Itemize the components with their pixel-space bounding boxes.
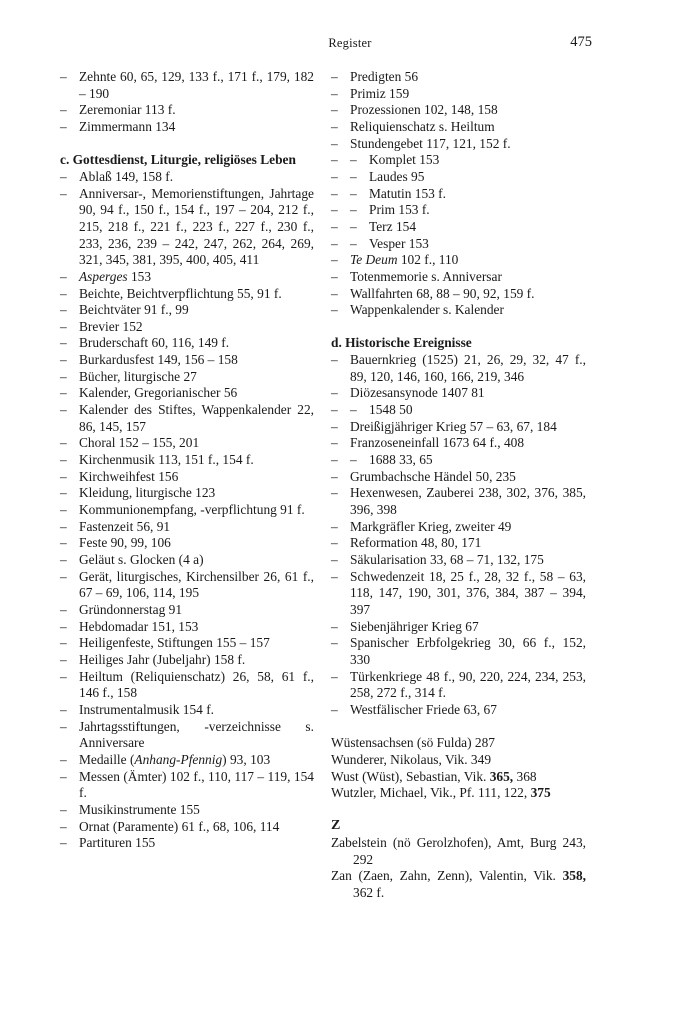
index-list-predigten — [331, 69, 586, 319]
index-entry: – Stundengebet 117, 121, 152 f. — [331, 135, 511, 151]
index-subentry: – – Prim 153 f. — [331, 202, 430, 218]
index-entry: – Medaille (Anhang-Pfennig) 93, 103 — [60, 751, 271, 767]
section-heading-d: d. Historische Ereignisse — [331, 335, 472, 351]
index-entry: – Bruderschaft 60, 116, 149 f. — [60, 335, 230, 351]
index-entry: – Bücher, liturgische 27 — [60, 368, 197, 384]
index-subentry: – – 1688 33, 65 — [331, 452, 433, 468]
index-entry: – Hebdomadar 151, 153 — [60, 618, 199, 634]
section-heading-c: c. Gottesdienst, Liturgie, religiöses Leben — [60, 152, 296, 168]
index-entry: Wüstensachsen (sö Fulda) 287 — [331, 735, 496, 751]
index-entry: – Musikinstrumente 155 — [60, 801, 200, 817]
index-entry: – Beichtväter 91 f., 99 — [60, 302, 189, 318]
index-entry: – Instrumentalmusik 154 f. — [60, 701, 215, 717]
index-entry: – Primiz 159 — [331, 85, 410, 101]
index-entry: – Bauernkrieg (1525) 21, 26, 29, 32, 47 f., 89, 120, 146, 160, 166, 219, 346 — [331, 352, 586, 384]
index-entry: – Anniversar-, Memorienstiftungen, Jahrtage 90, 94 f., 150 f., 154 f., 197 – 204, 212 f., 215, 218 f., 221 f., 223 f., 227 f., 230 f., 233, 236, 239 – 242, 247, 262, 264, 269, 321, 345, 381, 395, 400, 405, 411 — [60, 185, 314, 268]
index-entry: – Asperges 153 — [60, 268, 152, 284]
index-subentry: – – Komplet 153 — [331, 152, 440, 168]
index-list-ereignisse — [331, 352, 586, 718]
index-entry: – Jahrtagsstiftungen, -verzeichnisse s. Anniversare — [60, 718, 314, 751]
index-entry: – Spanischer Erbfolgekrieg 30, 66 f., 152, 330 — [331, 635, 586, 667]
index-entry: – Schwedenzeit 18, 25 f., 28, 32 f., 58 – 63, 118, 147, 190, 301, 376, 384, 387 – 394, 397 — [331, 568, 586, 617]
index-entry: Wutzler, Michael, Vik., Pf. 111, 122, 375 — [331, 785, 551, 801]
index-entry: – Kommunionempfang, -verpflichtung 91 f. — [60, 502, 305, 518]
index-entry: Zabelstein (nö Gerolzhofen), Amt, Burg 243, 292 — [331, 835, 586, 867]
index-entry: – Kalender des Stiftes, Wappenkalender 22, 86, 145, 157 — [60, 402, 314, 434]
index-entry: – Messen (Ämter) 102 f., 110, 117 – 119, 154 f. — [60, 768, 314, 801]
index-entry: – Heiligenfeste, Stiftungen 155 – 157 — [60, 635, 270, 651]
index-entry: – Kleidung, liturgische 123 — [60, 485, 216, 501]
index-entry: – Franzoseneinfall 1673 64 f., 408 — [331, 435, 525, 451]
index-entry: – Te Deum 102 f., 110 — [331, 252, 459, 268]
index-entry: – Heiltum (Reliquienschatz) 26, 58, 61 f., 146 f., 158 — [60, 668, 314, 701]
index-entry: – Diözesansynode 1407 81 — [331, 385, 485, 401]
index-list-zehnte-group — [60, 69, 314, 136]
index-entry: – Kirchweihfest 156 — [60, 468, 179, 484]
left-column — [60, 69, 314, 852]
index-entry: – Türkenkriege 48 f., 90, 220, 224, 234, 253, 258, 272 f., 314 f. — [331, 668, 586, 701]
index-entry: – Hexenwesen, Zauberei 238, 302, 376, 385, 396, 398 — [331, 485, 586, 518]
index-entry: – Heiliges Jahr (Jubeljahr) 158 f. — [60, 651, 246, 667]
page-number: 475 — [570, 34, 592, 50]
index-entry: – Geläut s. Glocken (4 a) — [60, 552, 204, 568]
index-subentry: – – Matutin 153 f. — [331, 185, 446, 201]
index-entry: – Burkardusfest 149, 156 – 158 — [60, 352, 238, 368]
index-entry: – Siebenjähriger Krieg 67 — [331, 618, 479, 634]
index-subentry: – – Terz 154 — [331, 218, 417, 234]
index-entry: – Brevier 152 — [60, 318, 143, 334]
index-entry: – Markgräfler Krieg, zweiter 49 — [331, 518, 512, 534]
index-entry: – Zimmermann 134 — [60, 118, 176, 134]
index-subentry: – – 1548 50 — [331, 402, 413, 418]
index-entry: – Prozessionen 102, 148, 158 — [331, 102, 498, 118]
running-head-title: Register — [328, 36, 372, 50]
index-entry: Zan (Zaen, Zahn, Zenn), Valentin, Vik. 358, 362 f. — [331, 868, 586, 901]
index-entry: Wust (Wüst), Sebastian, Vik. 365, 368 — [331, 768, 537, 784]
index-entry: – Wallfahrten 68, 88 – 90, 92, 159 f. — [331, 285, 535, 301]
index-entry: – Choral 152 – 155, 201 — [60, 435, 200, 451]
index-entry: – Zehnte 60, 65, 129, 133 f., 171 f., 179, 182 – 190 — [60, 69, 314, 101]
index-list-gottesdienst — [60, 169, 314, 852]
index-entry: – Predigten 56 — [331, 69, 419, 84]
index-entry: – Kirchenmusik 113, 151 f., 154 f. — [60, 452, 254, 468]
index-entry: – Dreißigjähriger Krieg 57 – 63, 67, 184 — [331, 418, 557, 434]
index-entry: – Gerät, liturgisches, Kirchensilber 26, 61 f., 67 – 69, 106, 114, 195 — [60, 568, 314, 601]
index-entry: – Reformation 48, 80, 171 — [331, 535, 482, 551]
index-subentry: – – Vesper 153 — [331, 235, 429, 251]
right-column — [331, 69, 586, 902]
index-entry: – Partituren 155 — [60, 835, 156, 851]
index-entry: – Kalender, Gregorianischer 56 — [60, 385, 238, 401]
index-entry: – Wappenkalender s. Kalender — [331, 302, 504, 318]
index-list-w-names — [331, 735, 586, 802]
index-entry: – Fastenzeit 56, 91 — [60, 518, 171, 534]
index-subentry: – – Laudes 95 — [331, 168, 425, 184]
index-list-z-names — [331, 835, 586, 902]
index-entry: – Totenmemorie s. Anniversar — [331, 268, 502, 284]
index-entry: – Beichte, Beichtverpflichtung 55, 91 f. — [60, 285, 282, 301]
index-entry: – Feste 90, 99, 106 — [60, 535, 171, 551]
index-entry: – Ablaß 149, 158 f. — [60, 168, 174, 184]
index-entry: Wunderer, Nikolaus, Vik. 349 — [331, 751, 492, 767]
index-entry: – Ornat (Paramente) 61 f., 68, 106, 114 — [60, 818, 280, 834]
index-entry: – Zeremoniar 113 f. — [60, 102, 176, 118]
index-entry: – Westfälischer Friede 63, 67 — [331, 701, 497, 717]
index-entry: – Gründonnerstag 91 — [60, 601, 183, 617]
index-entry: – Grumbachsche Händel 50, 235 — [331, 468, 516, 484]
index-entry: – Reliquienschatz s. Heiltum — [331, 118, 495, 134]
running-head — [0, 34, 700, 54]
index-entry: – Säkularisation 33, 68 – 71, 132, 175 — [331, 552, 544, 568]
letter-heading-z: Z — [331, 818, 341, 834]
